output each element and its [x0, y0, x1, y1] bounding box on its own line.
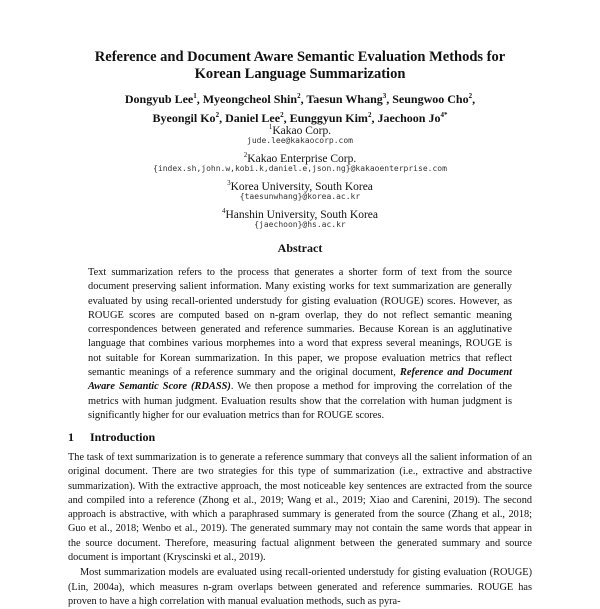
abstract-body: Text summarization refers to the process that generates a shorter form of text from the source document preserving salient information. Many existing works for text summarization are generally evaluated by using recall-oriented understudy for gisting evaluation (ROUGE) scores. However, as ROUGE scores are computed based on n-gram overlap, they do not reflect semantic meaning correspondences between generated and reference summaries. Because Korean is an agglutinative language that combines various morphemes into a word that express several meanings, ROUGE is not suitable for Korean summarization. In this paper, we propose evaluation metrics that reflect semantic meanings of a reference summary and the original document,: [88, 267, 512, 379]
affiliation-sup: 1: [268, 123, 273, 131]
author-separator: ,: [300, 92, 307, 106]
title-line-2: Korean Language Summarization: [194, 66, 406, 82]
intro-paragraph-1: The task of text summarization is to generate a reference summary that conveys all the salient information of an original document. There are two strategies for this type of summarization (i.e., extractive and abstractive summarization). With the extractive approach, the most noticeable key sentences are extracted from the source and compiled into a reference (Zhong et al., 2019; Wang et al., 2019; Xiao and Carenini, 2019). The second approach is abstractive, with which a paraphrased summary is generated from the source (Zhang et al., 2018; Guo et al., 2018; Wenbo et al., 2019). The generated summary may not contain the same words that appear in the source document. Therefore, measuring factual alignment between the generated summary and source document is important (Kryscinski et al., 2019).: [68, 452, 532, 564]
intro-paragraph-2: Most summarization models are evaluated using recall-oriented understudy for gisting evaluation (ROUGE) (Lin, 2004a), which measures n-gram overlaps between generated and reference summaries. ROUGE has proven to have a high correlation with manual evaluation methods, such as pyra-: [68, 567, 532, 607]
affiliation-name: Kakao Corp.: [272, 124, 332, 137]
author-separator: ,: [219, 111, 226, 125]
author-separator: ,: [371, 111, 378, 125]
author-name: Dongyub Lee: [124, 92, 194, 106]
author-separator: ,: [472, 92, 476, 106]
author-sup: 2: [215, 111, 220, 119]
title-line-1: Reference and Document Aware Semantic Evaluation Methods for: [94, 49, 506, 65]
author-sup: 4*: [440, 111, 448, 119]
author-separator: ,: [386, 92, 393, 106]
abstract-text: [88, 266, 512, 423]
section-heading-introduction: [68, 430, 155, 445]
author-sup: 2: [297, 92, 301, 100]
affiliation-2-email: {index.sh,john.w,kobi.k,daniel.e,json.ng}@kakaoenterprise.com: [153, 164, 447, 173]
author-name: Daniel Lee: [225, 111, 281, 125]
affiliation-3-email: {taesunwhang}@korea.ac.kr: [239, 192, 361, 201]
author-name: Jaechoon Jo: [377, 111, 441, 125]
author-name: Myeongcheol Shin: [202, 92, 298, 106]
section-title: Introduction: [90, 430, 156, 444]
author-separator: ,: [196, 92, 203, 106]
affiliation-4-email: {jaechoon}@hs.ac.kr: [254, 220, 346, 229]
author-line-1: [40, 88, 560, 107]
author-sup: 3: [382, 92, 387, 100]
author-name: Eunggyun Kim: [289, 111, 368, 125]
abstract-body-end: . We then propose a method for improving the correlation of the metrics with human judgment. Evaluation results show that the correlation with human judgment is significantly higher for our evaluation metrics than for ROUGE scores.: [88, 381, 512, 421]
abstract-heading: Abstract: [277, 241, 323, 255]
abstract-metric-name: Reference and Document Aware Semantic Score (RDASS): [88, 367, 512, 393]
author-separator: ,: [283, 111, 290, 125]
author-sup: 2: [367, 111, 372, 119]
paper-title: [40, 49, 560, 83]
author-sup: 1: [193, 92, 197, 100]
author-sup: 2: [468, 92, 473, 100]
author-sup: 2: [280, 111, 284, 119]
section-number: 1: [68, 430, 74, 444]
affiliation-name: Kakao Enterprise Corp.: [247, 152, 357, 165]
author-name: Seungwoo Cho: [392, 92, 469, 106]
affiliation-name: Hanshin University, South Korea: [225, 208, 379, 221]
introduction-body: [68, 451, 532, 609]
author-name: Taesun Whang: [306, 92, 383, 106]
affiliation-name: Korea University, South Korea: [230, 180, 373, 193]
author-name: Byeongil Ko: [152, 111, 216, 125]
affiliation-sup: 2: [243, 151, 248, 159]
affiliation-1-email: jude.lee@kakaocorp.com: [247, 136, 353, 145]
affiliation-sup: 3: [227, 179, 231, 187]
affiliation-sup: 4: [221, 207, 226, 215]
